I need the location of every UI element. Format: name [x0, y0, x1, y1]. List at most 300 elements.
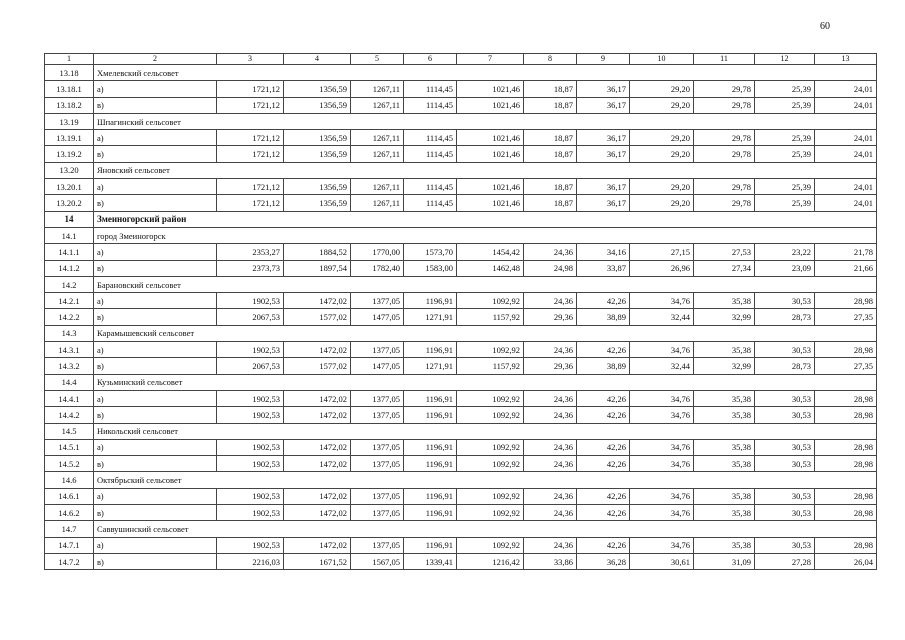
value-cell: 24,01	[815, 130, 877, 146]
column-number: 8	[524, 54, 577, 65]
tariff-table	[44, 53, 877, 570]
row-label: а)	[94, 130, 217, 146]
value-cell: 1472,02	[284, 505, 351, 521]
value-cell: 1472,02	[284, 488, 351, 504]
value-cell: 42,26	[577, 293, 630, 309]
value-cell: 34,76	[630, 505, 694, 521]
district-header-row	[45, 211, 877, 227]
value-cell: 1902,53	[217, 456, 284, 472]
value-cell: 29,78	[694, 130, 755, 146]
row-code: 14.1.1	[45, 244, 94, 260]
value-cell: 30,61	[630, 553, 694, 569]
value-cell: 21,78	[815, 244, 877, 260]
value-cell: 31,09	[694, 553, 755, 569]
column-number: 1	[45, 54, 94, 65]
section-header-row	[45, 227, 877, 243]
value-cell: 1114,45	[404, 146, 457, 162]
value-cell: 1021,46	[457, 81, 524, 97]
value-cell: 1902,53	[217, 293, 284, 309]
row-code: 14.1	[45, 227, 94, 243]
value-cell: 25,39	[755, 179, 815, 195]
value-cell: 27,15	[630, 244, 694, 260]
value-cell: 25,39	[755, 130, 815, 146]
value-cell: 35,38	[694, 342, 755, 358]
value-cell: 42,26	[577, 505, 630, 521]
value-cell: 1577,02	[284, 358, 351, 374]
row-label: в)	[94, 195, 217, 211]
value-cell: 1897,54	[284, 260, 351, 276]
value-cell: 1583,00	[404, 260, 457, 276]
value-cell: 34,76	[630, 407, 694, 423]
value-cell: 28,73	[755, 309, 815, 325]
value-cell: 24,36	[524, 407, 577, 423]
section-header-row	[45, 162, 877, 178]
row-label: а)	[94, 537, 217, 553]
column-number: 3	[217, 54, 284, 65]
value-cell: 1267,11	[351, 195, 404, 211]
row-code: 14.4	[45, 374, 94, 390]
row-code: 14	[45, 211, 94, 227]
value-cell: 1472,02	[284, 390, 351, 406]
value-cell: 36,17	[577, 97, 630, 113]
value-cell: 29,20	[630, 130, 694, 146]
row-code: 14.5	[45, 423, 94, 439]
column-number-row	[45, 54, 877, 65]
value-cell: 21,66	[815, 260, 877, 276]
value-cell: 35,38	[694, 293, 755, 309]
value-cell: 34,16	[577, 244, 630, 260]
value-cell: 24,01	[815, 195, 877, 211]
value-cell: 1092,92	[457, 390, 524, 406]
value-cell: 1477,05	[351, 309, 404, 325]
value-cell: 1721,12	[217, 179, 284, 195]
row-code: 13.18	[45, 65, 94, 81]
section-title: Кузьминский сельсовет	[94, 374, 877, 390]
section-header-row	[45, 325, 877, 341]
row-label: в)	[94, 456, 217, 472]
value-cell: 1267,11	[351, 81, 404, 97]
value-cell: 1902,53	[217, 439, 284, 455]
column-number: 2	[94, 54, 217, 65]
value-cell: 29,78	[694, 146, 755, 162]
row-code: 14.7	[45, 521, 94, 537]
value-cell: 1721,12	[217, 81, 284, 97]
value-cell: 1472,02	[284, 293, 351, 309]
row-code: 13.19.2	[45, 146, 94, 162]
section-header-row	[45, 113, 877, 129]
value-cell: 29,20	[630, 179, 694, 195]
table-row	[45, 130, 877, 146]
section-header-row	[45, 65, 877, 81]
row-label: в)	[94, 505, 217, 521]
value-cell: 27,34	[694, 260, 755, 276]
value-cell: 1477,05	[351, 358, 404, 374]
value-cell: 30,53	[755, 390, 815, 406]
value-cell: 25,39	[755, 81, 815, 97]
value-cell: 34,76	[630, 488, 694, 504]
value-cell: 1157,92	[457, 358, 524, 374]
value-cell: 1721,12	[217, 146, 284, 162]
value-cell: 1770,00	[351, 244, 404, 260]
value-cell: 1196,91	[404, 293, 457, 309]
value-cell: 1114,45	[404, 195, 457, 211]
table-row	[45, 195, 877, 211]
value-cell: 1092,92	[457, 505, 524, 521]
row-label: а)	[94, 179, 217, 195]
value-cell: 38,89	[577, 358, 630, 374]
value-cell: 1021,46	[457, 179, 524, 195]
section-header-row	[45, 472, 877, 488]
value-cell: 1472,02	[284, 439, 351, 455]
value-cell: 1271,91	[404, 358, 457, 374]
value-cell: 23,22	[755, 244, 815, 260]
value-cell: 1092,92	[457, 456, 524, 472]
value-cell: 1577,02	[284, 309, 351, 325]
value-cell: 35,38	[694, 407, 755, 423]
value-cell: 24,36	[524, 456, 577, 472]
table-row	[45, 81, 877, 97]
value-cell: 1377,05	[351, 407, 404, 423]
row-label: а)	[94, 244, 217, 260]
value-cell: 27,35	[815, 309, 877, 325]
value-cell: 36,17	[577, 195, 630, 211]
value-cell: 1196,91	[404, 342, 457, 358]
value-cell: 1782,40	[351, 260, 404, 276]
table-row	[45, 97, 877, 113]
value-cell: 1472,02	[284, 456, 351, 472]
value-cell: 1196,91	[404, 407, 457, 423]
value-cell: 2373,73	[217, 260, 284, 276]
row-code: 14.2	[45, 276, 94, 292]
row-code: 14.7.2	[45, 553, 94, 569]
row-code: 14.3	[45, 325, 94, 341]
value-cell: 25,39	[755, 146, 815, 162]
value-cell: 28,98	[815, 293, 877, 309]
value-cell: 1472,02	[284, 537, 351, 553]
column-number: 9	[577, 54, 630, 65]
value-cell: 28,98	[815, 505, 877, 521]
table-row	[45, 146, 877, 162]
value-cell: 42,26	[577, 488, 630, 504]
row-label: в)	[94, 146, 217, 162]
value-cell: 1377,05	[351, 439, 404, 455]
value-cell: 24,36	[524, 390, 577, 406]
value-cell: 42,26	[577, 390, 630, 406]
page-number: 60	[820, 21, 830, 32]
value-cell: 35,38	[694, 505, 755, 521]
value-cell: 1267,11	[351, 179, 404, 195]
value-cell: 1902,53	[217, 488, 284, 504]
value-cell: 30,53	[755, 439, 815, 455]
value-cell: 24,36	[524, 293, 577, 309]
section-title: Карамышевский сельсовет	[94, 325, 877, 341]
value-cell: 2067,53	[217, 358, 284, 374]
row-code: 14.4.1	[45, 390, 94, 406]
value-cell: 1462,48	[457, 260, 524, 276]
value-cell: 30,53	[755, 293, 815, 309]
value-cell: 1196,91	[404, 505, 457, 521]
value-cell: 1114,45	[404, 130, 457, 146]
table-body	[45, 54, 877, 570]
row-label: в)	[94, 358, 217, 374]
value-cell: 28,98	[815, 456, 877, 472]
value-cell: 29,78	[694, 97, 755, 113]
value-cell: 24,36	[524, 439, 577, 455]
row-code: 14.5.1	[45, 439, 94, 455]
value-cell: 1902,53	[217, 390, 284, 406]
value-cell: 42,26	[577, 439, 630, 455]
value-cell: 34,76	[630, 456, 694, 472]
value-cell: 1267,11	[351, 146, 404, 162]
row-code: 14.7.1	[45, 537, 94, 553]
row-label: в)	[94, 309, 217, 325]
value-cell: 1472,02	[284, 407, 351, 423]
value-cell: 24,36	[524, 537, 577, 553]
value-cell: 29,36	[524, 309, 577, 325]
row-label: а)	[94, 293, 217, 309]
value-cell: 24,36	[524, 244, 577, 260]
value-cell: 1092,92	[457, 439, 524, 455]
table-row	[45, 244, 877, 260]
value-cell: 24,01	[815, 179, 877, 195]
row-code: 13.19.1	[45, 130, 94, 146]
value-cell: 30,53	[755, 505, 815, 521]
value-cell: 34,76	[630, 537, 694, 553]
value-cell: 32,44	[630, 358, 694, 374]
table-row	[45, 456, 877, 472]
value-cell: 1902,53	[217, 407, 284, 423]
value-cell: 1196,91	[404, 439, 457, 455]
value-cell: 1377,05	[351, 293, 404, 309]
value-cell: 1092,92	[457, 488, 524, 504]
value-cell: 29,78	[694, 179, 755, 195]
value-cell: 27,35	[815, 358, 877, 374]
value-cell: 1114,45	[404, 179, 457, 195]
table-row	[45, 342, 877, 358]
value-cell: 36,17	[577, 146, 630, 162]
value-cell: 1902,53	[217, 342, 284, 358]
value-cell: 1092,92	[457, 407, 524, 423]
value-cell: 1377,05	[351, 342, 404, 358]
value-cell: 1267,11	[351, 97, 404, 113]
value-cell: 25,39	[755, 97, 815, 113]
value-cell: 1196,91	[404, 456, 457, 472]
value-cell: 24,98	[524, 260, 577, 276]
value-cell: 28,98	[815, 407, 877, 423]
value-cell: 29,20	[630, 195, 694, 211]
value-cell: 1573,70	[404, 244, 457, 260]
row-code: 13.18.1	[45, 81, 94, 97]
row-code: 13.20.1	[45, 179, 94, 195]
value-cell: 42,26	[577, 342, 630, 358]
row-code: 14.6.2	[45, 505, 94, 521]
row-label: а)	[94, 390, 217, 406]
value-cell: 33,87	[577, 260, 630, 276]
value-cell: 42,26	[577, 456, 630, 472]
table-row	[45, 488, 877, 504]
value-cell: 26,04	[815, 553, 877, 569]
value-cell: 18,87	[524, 195, 577, 211]
value-cell: 1157,92	[457, 309, 524, 325]
value-cell: 35,38	[694, 439, 755, 455]
row-code: 14.2.1	[45, 293, 94, 309]
value-cell: 1021,46	[457, 195, 524, 211]
table-row	[45, 260, 877, 276]
value-cell: 36,17	[577, 130, 630, 146]
value-cell: 38,89	[577, 309, 630, 325]
section-title: Шпагинский сельсовет	[94, 113, 877, 129]
value-cell: 2067,53	[217, 309, 284, 325]
value-cell: 1271,91	[404, 309, 457, 325]
value-cell: 18,87	[524, 146, 577, 162]
table-row	[45, 293, 877, 309]
value-cell: 25,39	[755, 195, 815, 211]
value-cell: 1196,91	[404, 537, 457, 553]
value-cell: 29,78	[694, 195, 755, 211]
value-cell: 1092,92	[457, 342, 524, 358]
column-number: 10	[630, 54, 694, 65]
section-title: Яновский сельсовет	[94, 162, 877, 178]
value-cell: 1377,05	[351, 505, 404, 521]
row-label: а)	[94, 439, 217, 455]
row-code: 13.19	[45, 113, 94, 129]
value-cell: 1092,92	[457, 537, 524, 553]
column-number: 13	[815, 54, 877, 65]
column-number: 12	[755, 54, 815, 65]
value-cell: 33,86	[524, 553, 577, 569]
row-label: а)	[94, 81, 217, 97]
column-number: 11	[694, 54, 755, 65]
value-cell: 1114,45	[404, 97, 457, 113]
value-cell: 24,36	[524, 488, 577, 504]
value-cell: 24,01	[815, 97, 877, 113]
value-cell: 1356,59	[284, 179, 351, 195]
value-cell: 1721,12	[217, 195, 284, 211]
value-cell: 30,53	[755, 407, 815, 423]
row-code: 14.6.1	[45, 488, 94, 504]
column-number: 4	[284, 54, 351, 65]
row-label: а)	[94, 488, 217, 504]
value-cell: 1902,53	[217, 537, 284, 553]
row-code: 14.1.2	[45, 260, 94, 276]
value-cell: 35,38	[694, 390, 755, 406]
value-cell: 18,87	[524, 130, 577, 146]
row-label: в)	[94, 260, 217, 276]
value-cell: 1339,41	[404, 553, 457, 569]
row-label: в)	[94, 553, 217, 569]
value-cell: 1567,05	[351, 553, 404, 569]
value-cell: 34,76	[630, 439, 694, 455]
value-cell: 1377,05	[351, 537, 404, 553]
row-code: 14.4.2	[45, 407, 94, 423]
value-cell: 1021,46	[457, 130, 524, 146]
value-cell: 26,96	[630, 260, 694, 276]
section-title: Хмелевский сельсовет	[94, 65, 877, 81]
value-cell: 35,38	[694, 456, 755, 472]
value-cell: 1356,59	[284, 97, 351, 113]
table-row	[45, 179, 877, 195]
value-cell: 24,01	[815, 81, 877, 97]
section-title: Никольский сельсовет	[94, 423, 877, 439]
value-cell: 29,36	[524, 358, 577, 374]
table-row	[45, 439, 877, 455]
value-cell: 36,17	[577, 179, 630, 195]
value-cell: 1356,59	[284, 130, 351, 146]
value-cell: 27,28	[755, 553, 815, 569]
row-code: 13.18.2	[45, 97, 94, 113]
row-code: 14.6	[45, 472, 94, 488]
value-cell: 42,26	[577, 537, 630, 553]
value-cell: 24,36	[524, 505, 577, 521]
value-cell: 1377,05	[351, 390, 404, 406]
column-number: 6	[404, 54, 457, 65]
value-cell: 1671,52	[284, 553, 351, 569]
section-title: Саввушинский сельсовет	[94, 521, 877, 537]
value-cell: 1021,46	[457, 97, 524, 113]
value-cell: 36,28	[577, 553, 630, 569]
table-row	[45, 553, 877, 569]
column-number: 5	[351, 54, 404, 65]
value-cell: 1377,05	[351, 488, 404, 504]
value-cell: 35,38	[694, 537, 755, 553]
value-cell: 30,53	[755, 456, 815, 472]
value-cell: 42,26	[577, 407, 630, 423]
value-cell: 28,98	[815, 537, 877, 553]
value-cell: 34,76	[630, 342, 694, 358]
value-cell: 28,98	[815, 488, 877, 504]
value-cell: 24,01	[815, 146, 877, 162]
value-cell: 29,20	[630, 81, 694, 97]
value-cell: 28,98	[815, 342, 877, 358]
value-cell: 28,98	[815, 390, 877, 406]
value-cell: 1472,02	[284, 342, 351, 358]
value-cell: 1021,46	[457, 146, 524, 162]
value-cell: 27,53	[694, 244, 755, 260]
value-cell: 1377,05	[351, 456, 404, 472]
section-title: Змеиногорский район	[94, 211, 877, 227]
value-cell: 34,76	[630, 390, 694, 406]
section-title: город Змеиногорск	[94, 227, 877, 243]
value-cell: 32,99	[694, 309, 755, 325]
value-cell: 1356,59	[284, 81, 351, 97]
row-code: 14.5.2	[45, 456, 94, 472]
value-cell: 24,36	[524, 342, 577, 358]
value-cell: 29,78	[694, 81, 755, 97]
value-cell: 18,87	[524, 179, 577, 195]
value-cell: 36,17	[577, 81, 630, 97]
row-code: 13.20	[45, 162, 94, 178]
value-cell: 32,44	[630, 309, 694, 325]
value-cell: 29,20	[630, 97, 694, 113]
value-cell: 30,53	[755, 342, 815, 358]
value-cell: 1216,42	[457, 553, 524, 569]
value-cell: 1356,59	[284, 146, 351, 162]
table-row	[45, 358, 877, 374]
section-title: Барановский сельсовет	[94, 276, 877, 292]
value-cell: 18,87	[524, 97, 577, 113]
table-row	[45, 309, 877, 325]
value-cell: 30,53	[755, 488, 815, 504]
row-code: 14.2.2	[45, 309, 94, 325]
section-title: Октябрьский сельсовет	[94, 472, 877, 488]
value-cell: 32,99	[694, 358, 755, 374]
row-label: а)	[94, 342, 217, 358]
value-cell: 2353,27	[217, 244, 284, 260]
column-number: 7	[457, 54, 524, 65]
row-label: в)	[94, 407, 217, 423]
value-cell: 1356,59	[284, 195, 351, 211]
table-row	[45, 390, 877, 406]
